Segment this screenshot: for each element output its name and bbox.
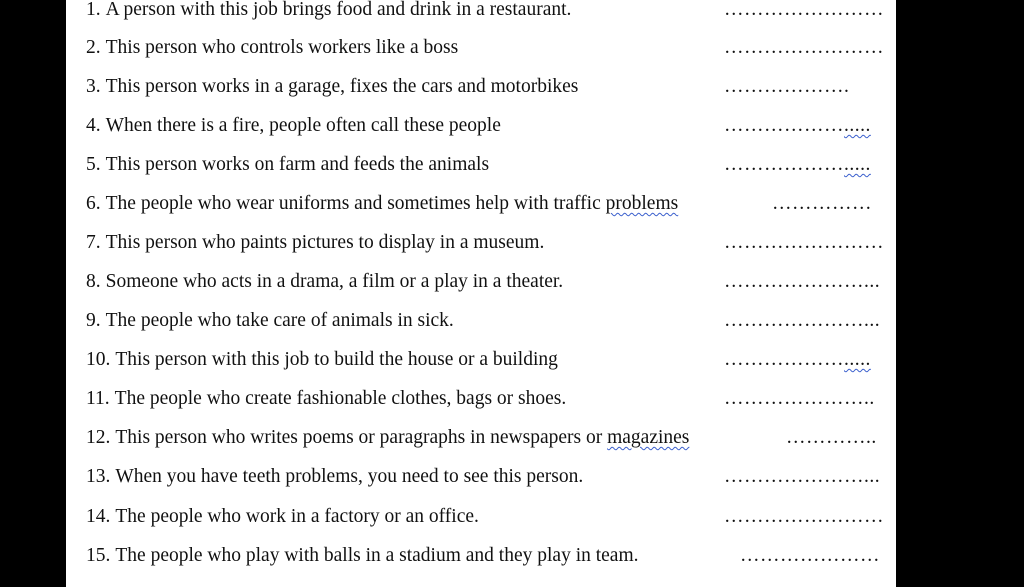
question-1 [86,0,886,25]
question-text: When there is a fire, people often call these people [105,115,501,136]
question-text: A person with this job brings food and drink in a restaurant. [105,0,572,20]
answer-blank[interactable]: ………………..... [724,349,871,370]
question-text: This person works on farm and feeds the animals [105,154,490,175]
question-text: This person who controls workers like a boss [105,37,459,58]
underlined-word: problems [605,193,679,214]
question-text: The people who work in a factory or an office. [115,506,479,527]
question-number: 10. [86,349,111,370]
answer-blank[interactable]: ………….. [786,427,877,448]
question-10 [86,345,886,375]
question-number: 9. [86,310,101,331]
question-number: 3. [86,76,101,97]
question-number: 6. [86,193,101,214]
answer-blank[interactable]: ………………..... [724,115,871,136]
answer-blank[interactable]: ………………….. [724,388,875,409]
question-9 [86,306,886,336]
question-6 [86,189,886,219]
question-number: 4. [86,115,101,136]
question-text: This person works in a garage, fixes the cars and motorbikes [105,76,579,97]
question-3 [86,72,886,102]
answer-blank[interactable]: …………………… [724,0,884,20]
question-text: When you have teeth problems, you need to see this person. [115,466,584,487]
question-text: This person who paints pictures to display in a museum. [105,232,545,253]
question-text: This person who writes poems or paragraphs in newspapers or [115,427,603,448]
answer-blank[interactable]: …………………... [724,271,881,292]
question-number: 2. [86,37,101,58]
answer-blank[interactable]: …………………… [724,232,884,253]
answer-blank[interactable]: ………………..... [724,154,871,175]
question-text: The people who wear uniforms and sometimes help with traffic [105,193,601,214]
answer-blank[interactable]: …………………… [724,506,884,527]
question-14 [86,502,886,532]
underlined-dots: ..... [844,115,871,136]
answer-blank[interactable]: ………………. [724,76,850,97]
question-number: 15. [86,545,111,566]
question-2 [86,33,886,63]
underlined-dots: ..... [844,154,871,175]
worksheet-page [66,0,896,587]
underlined-dots: ..... [844,349,871,370]
question-number: 11. [86,388,110,409]
question-12 [86,423,886,453]
question-text: The people who play with balls in a stadium and they play in team. [115,545,639,566]
question-11 [86,384,886,414]
question-number: 5. [86,154,101,175]
question-text: The people who create fashionable clothes, bags or shoes. [114,388,567,409]
question-7 [86,228,886,258]
question-15 [86,541,886,571]
answer-blank[interactable]: …………………… [724,37,884,58]
answer-blank[interactable]: …………………... [724,310,881,331]
answer-blank[interactable]: …………… [772,193,872,214]
question-number: 12. [86,427,111,448]
underlined-word: magazines [607,427,690,448]
answer-blank[interactable]: …………………... [724,466,881,487]
question-number: 13. [86,466,111,487]
question-8 [86,267,886,297]
answer-blank[interactable]: ………………… [740,545,880,566]
question-number: 14. [86,506,111,527]
question-13 [86,462,886,492]
question-text: Someone who acts in a drama, a film or a play in a theater. [105,271,564,292]
question-text: This person with this job to build the house or a building [115,349,558,370]
question-number: 8. [86,271,101,292]
question-text: The people who take care of animals in sick. [105,310,454,331]
question-number: 1. [86,0,101,20]
question-4 [86,111,886,141]
question-number: 7. [86,232,101,253]
question-5 [86,150,886,180]
